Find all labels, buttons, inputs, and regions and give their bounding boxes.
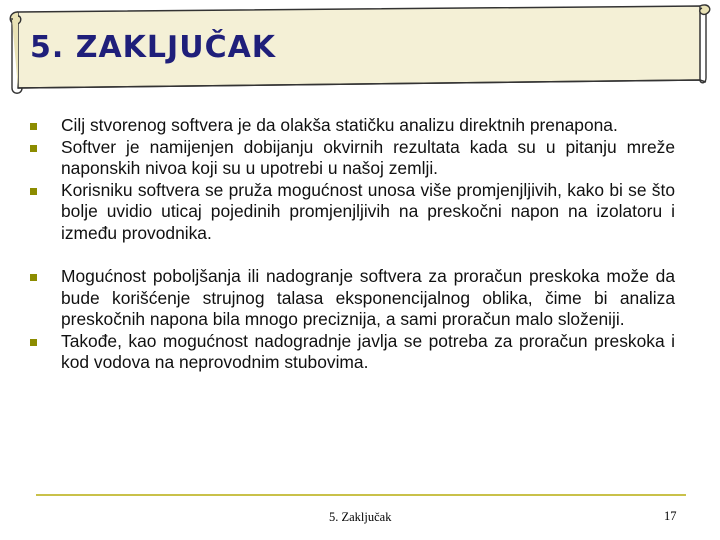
bullet-text: Takođe, kao mogućnost nadogradnje javlja se potreba za proračun preskoka i kod vodova na neprovodnim stubovima. <box>61 330 675 372</box>
list-item <box>30 137 675 180</box>
list-item <box>30 331 675 374</box>
square-bullet-icon <box>30 274 37 281</box>
list-item <box>30 266 675 331</box>
bullet-text: Mogućnost poboljšanja ili nadogranje softvera za proračun preskoka može da bude korišćenje strujnog talasa eksponencijalnog oblika, čime bi analiza preskočnih napona bila mnogo preciznija, a sami proračun malo složeniji. <box>61 266 675 329</box>
list-item <box>30 115 675 137</box>
page-title: 5. ZAKLJUČAK <box>30 30 277 65</box>
footer-label: 5. Zaključak <box>329 510 392 524</box>
square-bullet-icon <box>30 145 37 152</box>
bullet-text: Cilj stvorenog softvera je da olakša statičku analizu direktnih prenapona. <box>61 115 618 135</box>
bullet-text: Korisniku softvera se pruža mogućnost unosa više promjenjljivih, kako bi se što bolje uvidio uticaj pojedinih promjenjljivih na preskočni napon na izolatoru i između provodnika. <box>61 179 675 243</box>
square-bullet-icon <box>30 123 37 130</box>
footer-divider <box>36 494 686 496</box>
page-number: 17 <box>664 509 677 523</box>
list-item <box>30 180 675 245</box>
square-bullet-icon <box>30 339 37 346</box>
bullet-list <box>30 115 675 374</box>
square-bullet-icon <box>30 188 37 195</box>
bullet-text: Softver je namijenjen dobijanju okvirnih rezultata kada su u pitanju mreže naponskih nivoa koji su u upotrebi u našoj zemlji. <box>61 136 675 178</box>
